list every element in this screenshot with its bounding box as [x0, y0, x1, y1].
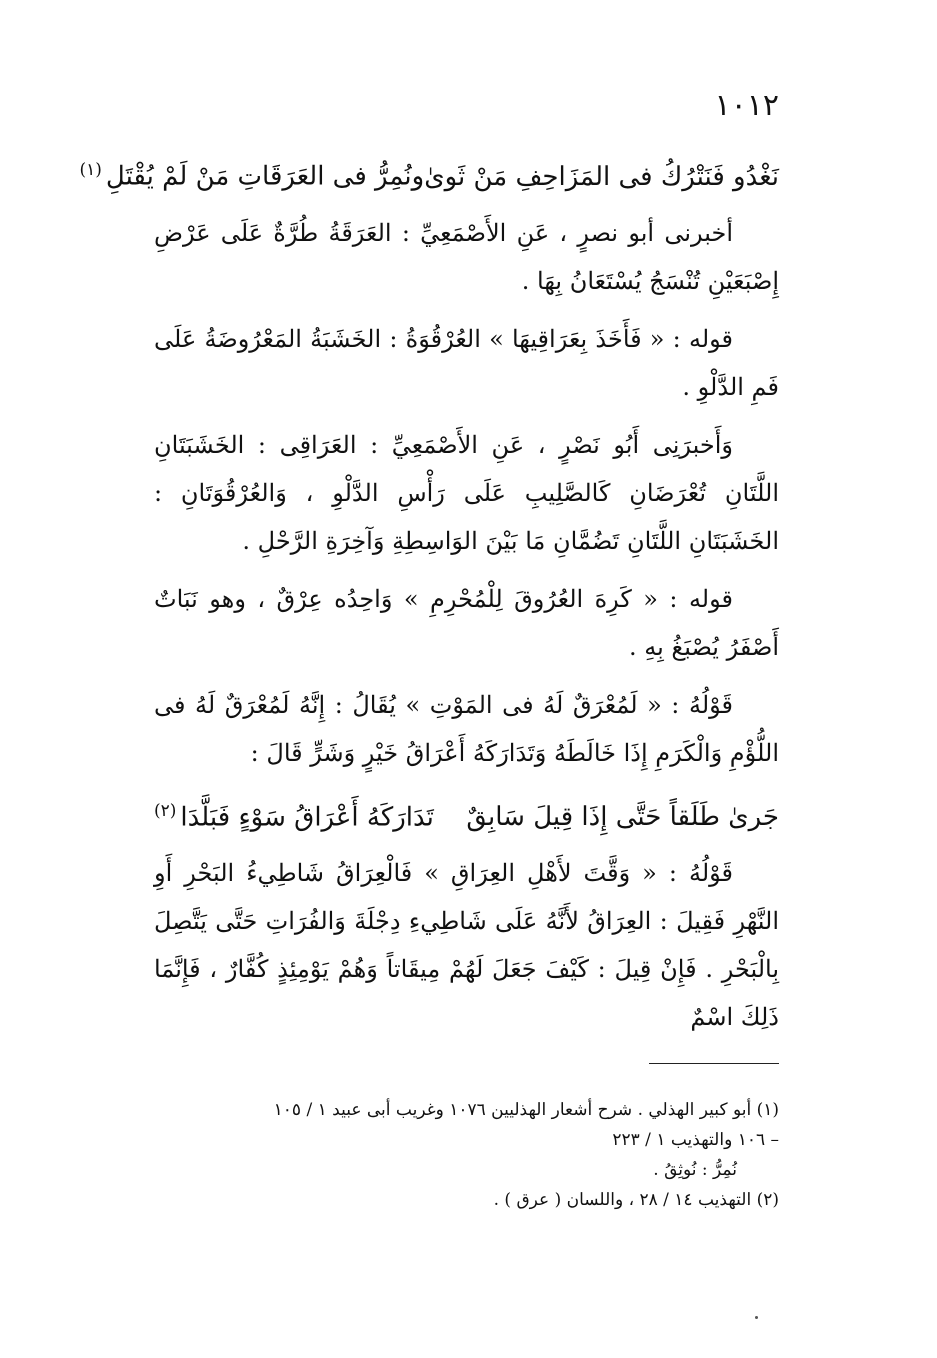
page-number: ١٠١٢ — [714, 88, 779, 123]
paragraph-1: أخبرنى أبو نصرٍ ، عَنِ الأَصْمَعِيِّ : العَرَقَةُ طُرَّةٌ عَلَى عَرْضِ إِصْبَعَيْنِ تُنْسَجُ يُسْتَعَانُ بِهَا . — [154, 218, 779, 295]
verse-1-first-hemistich: نَغْدُو فَنَتْرُكُ فى المَزَاحِفِ مَنْ ثَوىٰ — [424, 161, 779, 192]
footnote-mark-2: (٢) — [154, 800, 177, 821]
main-text — [79, 140, 779, 1051]
footnote-1-line-2: – ١٠٦ والتهذيب ١ / ٢٢٣ — [612, 1130, 779, 1150]
verse-2-second-text: تَدَارَكَهُ أَعْرَاقُ سَوْءٍ فَبَلَّدَا — [180, 802, 434, 833]
paragraph-3: وَأَخبرَنِى أَبُو نَصْرٍ ، عَنِ الأَصْمَعِيِّ : العَرَاقِى : الخَشَبَتَانِ اللَّتَانِ تُعْرَضَانِ كَالصَّلِيبِ عَلَى رَأْسِ الدَّلْوِ ، وَالعُرْقُوَتَانِ : الخَشَبَتَانِ اللَّتَانِ تَضُمَّانِ مَا بَيْنَ الوَاسِطِةِ وَآخِرَةِ الرَّحْلِ . — [154, 430, 779, 555]
paragraph-2: قوله : « فَأَخَذَ بِعَرَاقِيهَا » العُرْقُوَةُ : الخَشَبَةُ المَعْرُوضَةُ عَلَى فَمِ الدَّلْوِ . — [154, 324, 779, 401]
verse-1-second-hemistich — [79, 146, 424, 201]
ink-dot — [755, 1316, 758, 1319]
paragraph-5: قَوْلُهُ : « لَمُعْرَقٌ لَهُ فى المَوْتِ » يُقَالُ : إِنَّهُ لَمُعْرَقٌ لَهُ فى اللُّؤْمِ وَالْكَرَمِ إِذَا خَالَطَهُ وَتَدَارَكَهُ أَعْرَاقُ خَيْرٍ وَشَرٍّ قَالَ : — [154, 690, 779, 767]
paragraph-6: قَوْلُهُ : « وَقَّتَ لأَهْلِ العِرَاقِ » فَالْعِرَاقُ شَاطِيءُ البَحْرِ أَوِ النَّهْرِ فَقِيلَ : العِرَاقُ لأَنَّهُ عَلَى شَاطِيءِ دِجْلَةَ وَالفُرَاتِ حَتَّى يَتَّصِلَ بِالْبَحْرِ . فَإِنْ قِيلَ : كَيْفَ جَعَلَ لَهُمْ مِيقَاتاً وَهُمْ يَوْمِئِذٍ كُفَّارٌ ، فَإِنَّمَا ذَلِكَ اسْمٌ — [154, 859, 779, 1032]
paragraph-4: قوله : « كَرِهَ العُرُوقَ لِلْمُحْرِمِ » وَاحِدُه عِرْقٌ ، وهو نَبَاتٌ أَصْفَرُ يُصْبَغُ بِهِ . — [154, 584, 779, 661]
footnote-2: (٢) التهذيب ١٤ / ٢٨ ، واللسان ( عرق ) . — [493, 1190, 779, 1210]
verse-2-first-hemistich: جَرىٰ طَلَقاً حَتَّى إِذَا قِيلَ سَابِقٌ — [466, 802, 779, 833]
footnote-mark-1: (١) — [79, 160, 102, 180]
verse-2 — [154, 787, 779, 842]
verse-1-second-text: ونُمِرُّ فى العَرَقَاتِ مَنْ لَمْ يُقْتَلِ — [105, 161, 425, 192]
footnote-separator — [649, 1063, 779, 1064]
footnote-1-line-3: نُمِرُّ : نُوثِقُ . — [653, 1160, 737, 1180]
footnotes — [154, 1095, 779, 1215]
footnote-1-line-1: (١) أبو كبير الهذلي . شرح أشعار الهذليين ١٠٧٦ وغريب أبى عبيد ١ / ١٠٥ — [273, 1100, 779, 1120]
verse-1 — [79, 146, 779, 201]
verse-2-second-hemistich — [154, 787, 434, 842]
